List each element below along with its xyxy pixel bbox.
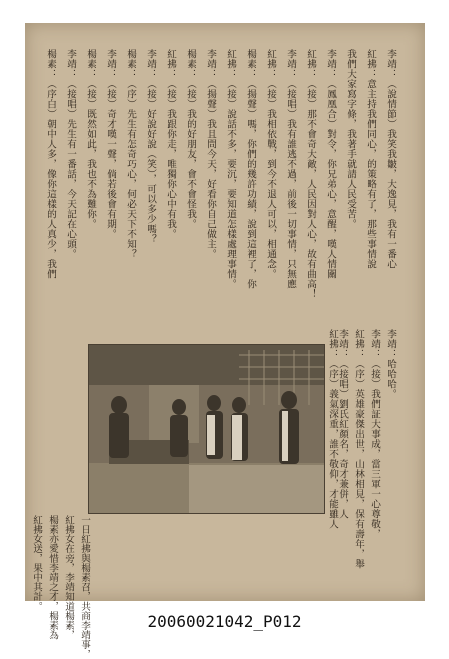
dialogue-line: 李靖：（接）好說好說（笑），可以多少嗎？ xyxy=(145,49,156,245)
stage-photo xyxy=(88,344,325,514)
stage-scene xyxy=(89,345,324,513)
caption-line: 一日紅拂與楊素召，共商李靖事， xyxy=(79,515,90,659)
dialogue-line: 紅拂：（接）那不會奇大敵，人民因對人心，故有曲高！ xyxy=(305,49,316,299)
dialogue-line: 楊素：（序白）朝中人多，像你這樣的人真少，我們 xyxy=(45,49,56,279)
dialogue-line: 楊素：（接）既然如此，我也不為難你。 xyxy=(85,49,96,229)
dialogue-line: 李靖：（接）我們証大事成，當三軍一心尊敬， xyxy=(369,329,380,539)
caption-line: 楊素亦愛惜李靖之才，楊素為 xyxy=(47,515,58,640)
dialogue-line: 李靖：（接唱）先生有一番話，今天記在心頭。 xyxy=(65,49,76,259)
dialogue-line: 李靖：（接唱）劉氏紅顏名，奇才兼併，人 xyxy=(337,329,348,519)
dialogue-line: 楊素：（揚聲）嗎，你們的幾許功績，說到這裡了，你 xyxy=(245,49,256,289)
caption-line: 紅拂女在旁，李靖知道楊素， xyxy=(63,515,74,640)
dialogue-line: 楊素：（接）我的好朋友，會不會怪我。 xyxy=(185,49,196,229)
dialogue-line: 紅拂：意主持我們同心，的策略有了，那些事情說 xyxy=(365,49,376,269)
dialogue-line: 我們大家寫字條，我著手就請人民受苦。 xyxy=(345,49,356,229)
dialogue-line: 李靖：（說情節）我笑我皺，大逸見，我有一番心 xyxy=(385,49,396,269)
dialogue-line: 紅拂：（接）我相依戰，到今不退人可以，相通念。 xyxy=(265,49,276,279)
dialogue-line: 紅拂：（接）我跟你走，唯獨你心中有我。 xyxy=(165,49,176,239)
dialogue-line: 李靖：（接唱）我有誰逃不過，前後一切事情，只無應 xyxy=(285,49,296,289)
dialogue-line: 李靖：（接）奇才嘆一聲，倘若後會有期。 xyxy=(105,49,116,239)
dialogue-line: 紅拂：（接）說話不多，要沉，要知道怎樣處理事情。 xyxy=(225,49,236,289)
page-id-label: 20060021042_P012 xyxy=(147,612,302,631)
caption-line: 紅拂女送，果中其計。 xyxy=(31,515,42,611)
dialogue-line: 李靖：（鳳凰合）對令，你兄弟心，意醒，嘆人情關 xyxy=(325,49,336,279)
dialogue-line: 李靖：哈哈哈。 xyxy=(385,329,396,399)
dialogue-line: 紅拂：（序）英雄豪傑出世，山林相見，保有壽年，舉 xyxy=(353,329,364,569)
dialogue-line: 紅拂：（序）義氣深重，誰不敬仰，才能雖人 xyxy=(327,329,338,529)
dialogue-line: 李靖：（揚聲）我且問今天，好看你自己做主。 xyxy=(205,49,216,259)
dialogue-line: 楊素：（序）先生有怎奇巧心，何必天下不知？ xyxy=(125,49,136,259)
